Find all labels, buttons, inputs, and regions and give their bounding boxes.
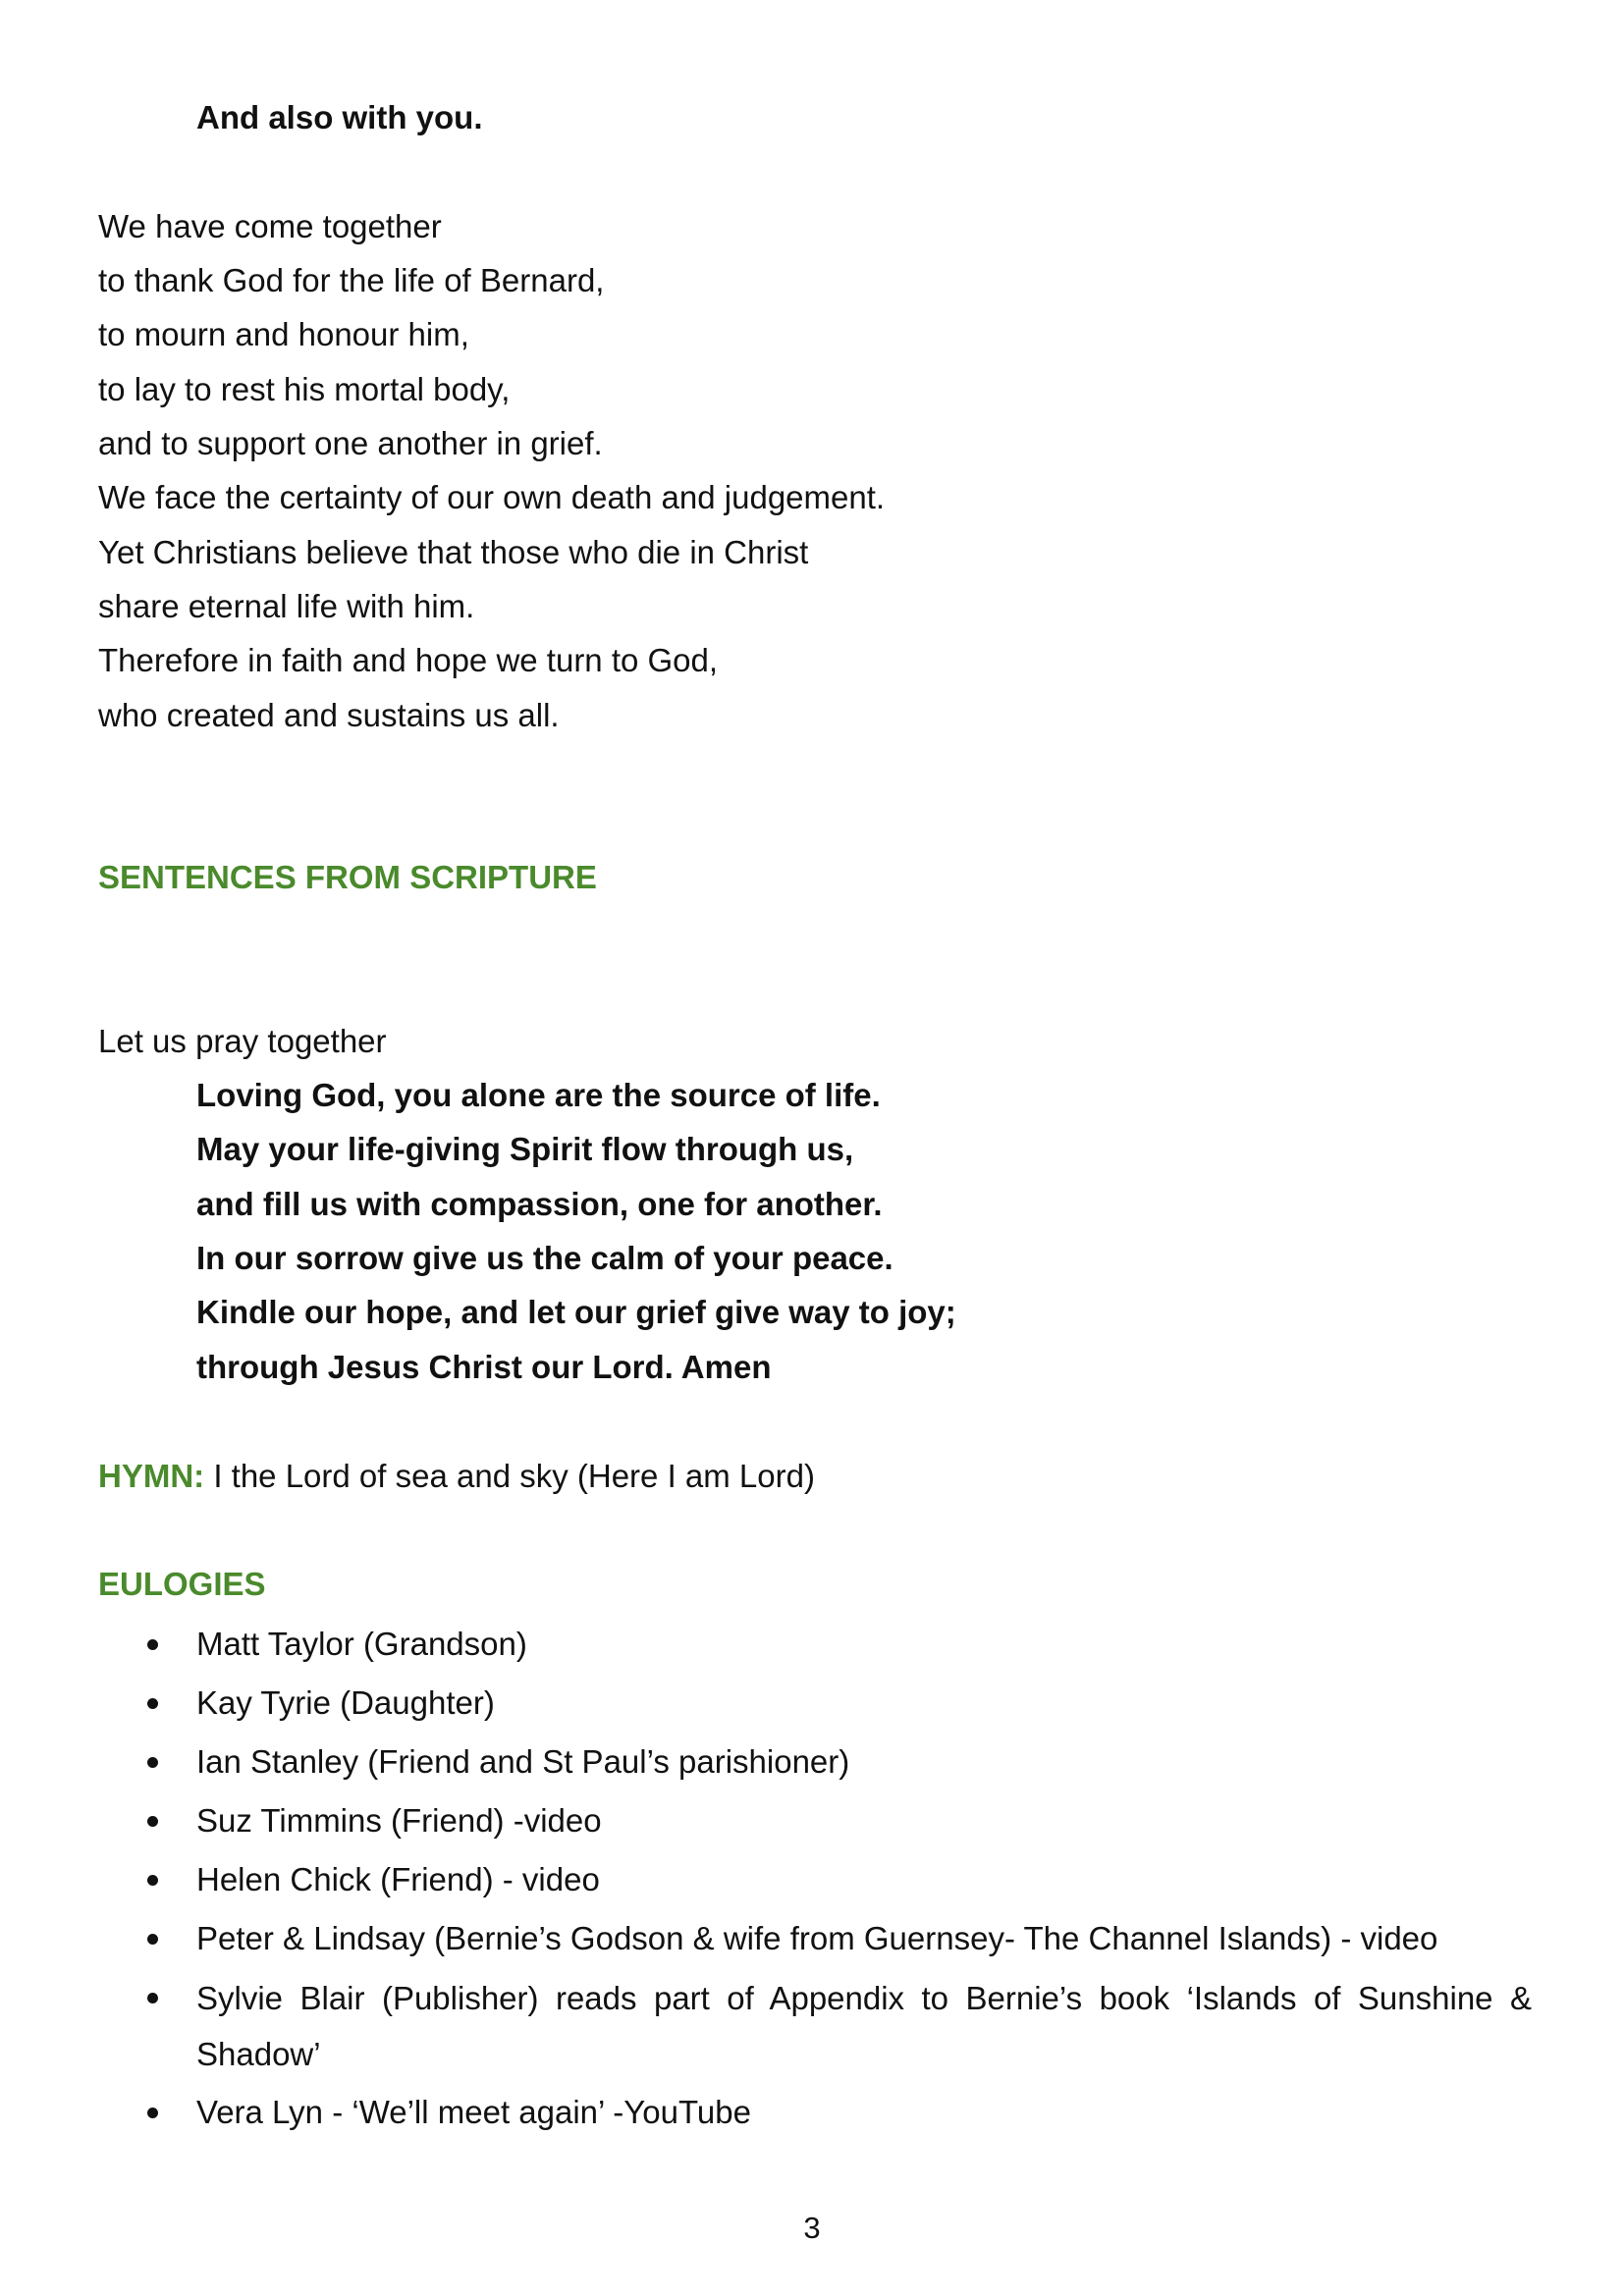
bullet-icon bbox=[147, 1875, 158, 1886]
bullet-icon bbox=[147, 1816, 158, 1827]
bullet-icon bbox=[147, 1934, 158, 1945]
intro-line: share eternal life with him. bbox=[98, 588, 475, 624]
hymn-label: HYMN: bbox=[98, 1458, 205, 1494]
intro-line: Yet Christians believe that those who die in Christ bbox=[98, 534, 809, 570]
list-item: Kay Tyrie (Daughter) bbox=[196, 1684, 495, 1721]
prayer-line: Loving God, you alone are the source of life. bbox=[196, 1077, 881, 1113]
list-item: Ian Stanley (Friend and St Paul’s parishioner) bbox=[196, 1743, 850, 1780]
bullet-icon bbox=[147, 2108, 158, 2118]
prayer-intro: Let us pray together bbox=[98, 1023, 387, 1059]
eulogies-heading: EULOGIES bbox=[98, 1566, 266, 1602]
bullet-icon bbox=[147, 1993, 158, 2003]
bullet-icon bbox=[147, 1757, 158, 1768]
page-number: 3 bbox=[803, 2211, 821, 2245]
intro-line: to mourn and honour him, bbox=[98, 316, 469, 352]
bullet-icon bbox=[147, 1639, 158, 1650]
intro-line: to thank God for the life of Bernard, bbox=[98, 262, 605, 298]
list-item: Suz Timmins (Friend) -video bbox=[196, 1802, 602, 1839]
intro-line: who created and sustains us all. bbox=[98, 697, 560, 733]
intro-line: to lay to rest his mortal body, bbox=[98, 371, 511, 407]
prayer-line: In our sorrow give us the calm of your peace. bbox=[196, 1240, 893, 1276]
hymn-line bbox=[98, 1457, 815, 1496]
response-and-also-with-you: And also with you. bbox=[196, 99, 483, 135]
intro-line: Therefore in faith and hope we turn to God, bbox=[98, 642, 719, 678]
list-item: Vera Lyn - ‘We’ll meet again’ -YouTube bbox=[196, 2094, 751, 2130]
list-item: Matt Taylor (Grandson) bbox=[196, 1626, 527, 1662]
list-item: Helen Chick (Friend) - video bbox=[196, 1861, 600, 1897]
list-item: Peter & Lindsay (Bernie’s Godson & wife from Guernsey- The Channel Islands) - video bbox=[196, 1920, 1438, 1956]
intro-line: and to support one another in grief. bbox=[98, 425, 603, 461]
prayer-line: and fill us with compassion, one for another. bbox=[196, 1186, 883, 1222]
hymn-title: I the Lord of sea and sky (Here I am Lord) bbox=[204, 1458, 815, 1494]
list-item: Sylvie Blair (Publisher) reads part of Appendix to Bernie’s book ‘Islands of Sunshine & Shadow’ bbox=[196, 1980, 1532, 2072]
sentences-from-scripture-heading: SENTENCES FROM SCRIPTURE bbox=[98, 859, 597, 895]
prayer-line: through Jesus Christ our Lord. Amen bbox=[196, 1349, 772, 1385]
intro-line: We face the certainty of our own death and judgement. bbox=[98, 479, 886, 515]
prayer-line: Kindle our hope, and let our grief give way to joy; bbox=[196, 1294, 956, 1330]
bullet-icon bbox=[147, 1698, 158, 1709]
intro-line: We have come together bbox=[98, 208, 442, 244]
prayer-line: May your life-giving Spirit flow through us, bbox=[196, 1131, 854, 1167]
